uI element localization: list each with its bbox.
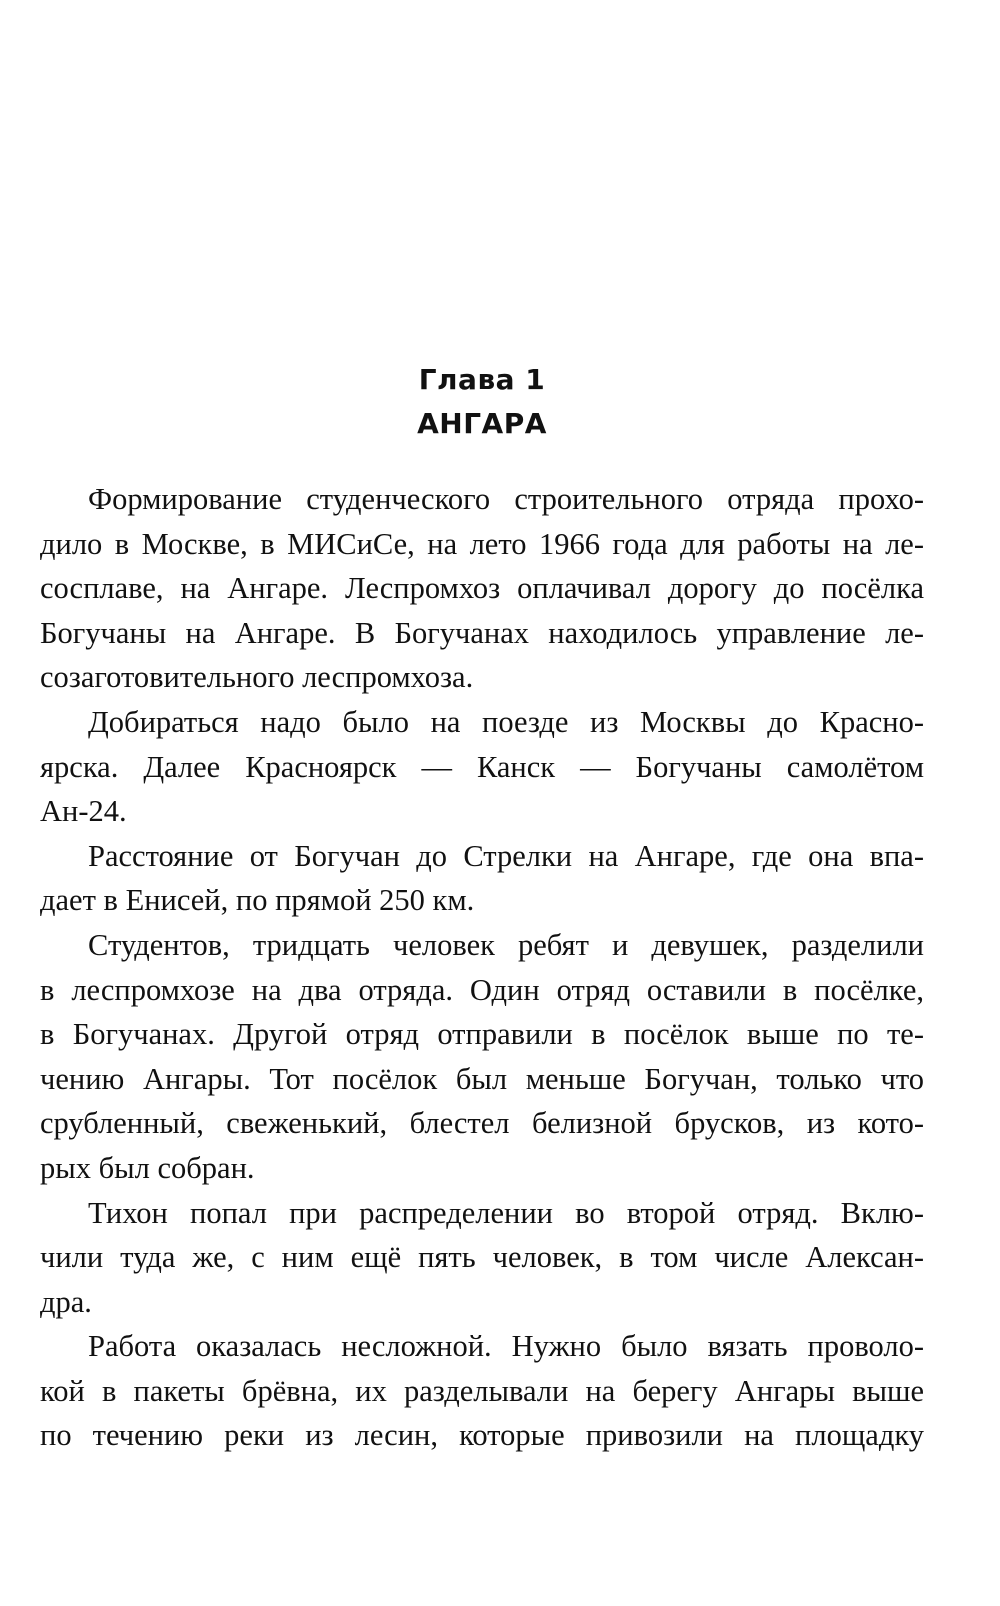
chapter-title: АНГАРА xyxy=(417,407,547,440)
text-line: Студентов, тридцать человек ребят и девушек, разделили xyxy=(88,927,924,962)
text-line: кой в пакеты брёвна, их разделывали на берегу Ангары выше xyxy=(40,1373,924,1408)
text-line: чили туда же, с ним ещё пять человек, в том числе Алексан- xyxy=(40,1240,924,1275)
text-line: Работа оказалась несложной. Нужно было вязать проволо- xyxy=(88,1329,924,1364)
text-line: в леспромхозе на два отряда. Один отряд оставили в посёлке, xyxy=(40,972,924,1007)
text-line: Добираться надо было на поезде из Москвы до Красно- xyxy=(88,704,924,739)
book-page xyxy=(40,0,924,1606)
chapter-body xyxy=(40,477,924,1458)
chapter-number: Глава 1 xyxy=(418,363,546,396)
chapter-heading xyxy=(40,358,924,446)
text-line: ярска. Далее Красноярск — Канск — Богучаны самолётом xyxy=(40,749,924,784)
text-line: Тихон попал при распределении во второй отряд. Вклю- xyxy=(88,1195,924,1230)
text-line: Ан-24. xyxy=(40,794,127,829)
text-line: чению Ангары. Тот посёлок был меньше Богучан, только что xyxy=(40,1061,924,1096)
text-line: дает в Енисей, по прямой 250 км. xyxy=(40,883,475,918)
text-line: Расстояние от Богучан до Стрелки на Ангаре, где она впа- xyxy=(88,838,924,873)
text-line: Богучаны на Ангаре. В Богучанах находилось управление ле- xyxy=(40,615,924,650)
text-line: рых был собран. xyxy=(40,1150,255,1185)
text-line: дра. xyxy=(40,1284,92,1319)
text-line: по течению реки из лесин, которые привозили на площадку xyxy=(40,1418,924,1453)
text-line: в Богучанах. Другой отряд отправили в посёлок выше по те- xyxy=(40,1017,924,1052)
text-line: созаготовительного леспромхоза. xyxy=(40,660,474,695)
text-line: дило в Москве, в МИСиСе, на лето 1966 года для работы на ле- xyxy=(40,526,924,561)
text-line: срубленный, свеженький, блестел белизной брусков, из кото- xyxy=(40,1106,924,1141)
text-line: сосплаве, на Ангаре. Леспромхоз оплачивал дорогу до посёлка xyxy=(40,571,924,606)
text-line: Формирование студенческого строительного отряда прохо- xyxy=(88,482,924,516)
